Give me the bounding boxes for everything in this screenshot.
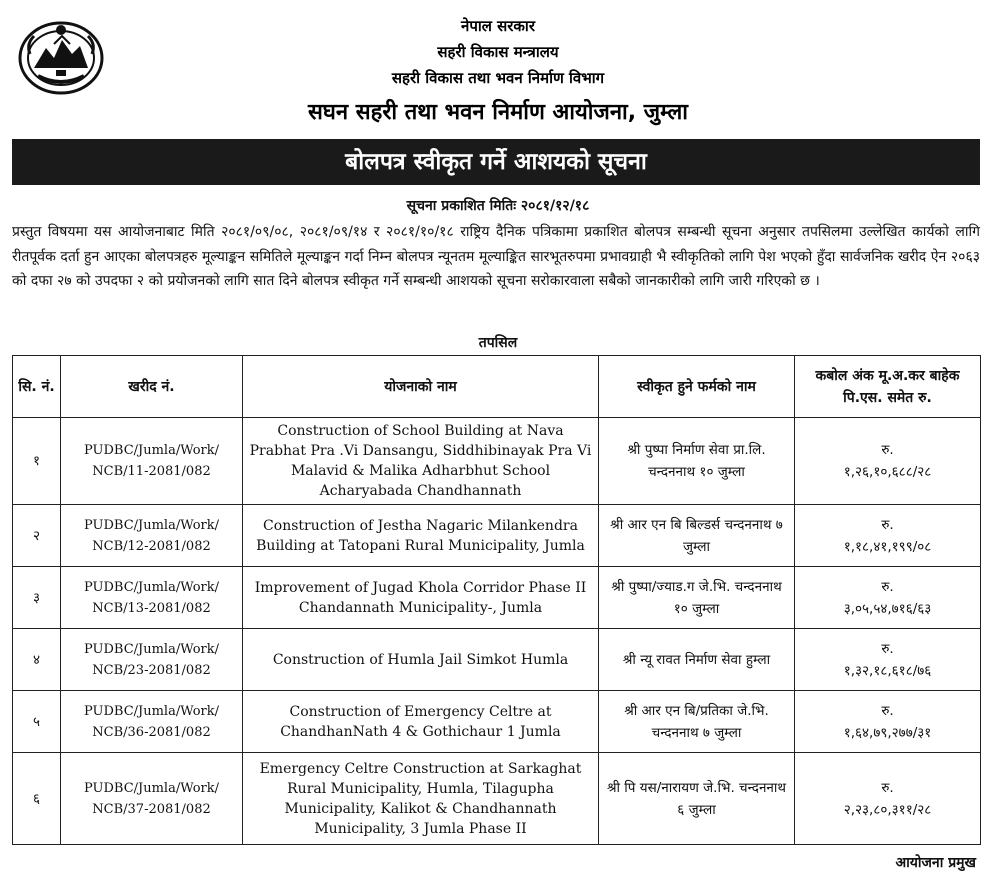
row-bid-amount xyxy=(795,418,981,505)
row-firm-name: श्री पुष्पा निर्माण सेवा प्रा.लि. चन्दननाथ १० जुम्ला xyxy=(599,418,795,505)
row-procurement-no: PUDBC/Jumla/Work/ NCB/37-2081/082 xyxy=(61,753,243,845)
row-project-name: Construction of Jestha Nagaric Milankendra Building at Tatopani Rural Municipality, Jumla xyxy=(243,505,599,567)
row-sn: ६ xyxy=(13,753,61,845)
header-government: नेपाल सरकार xyxy=(461,17,535,35)
row-sn: २ xyxy=(13,505,61,567)
row-project-name: Emergency Celtre Construction at Sarkaghat Rural Municipality, Humla, Tilagupha Municipality, Kalikot & Chandhannath Municipality, 3 Jumla Phase II xyxy=(243,753,599,845)
row-bid-amount xyxy=(795,505,981,567)
amount-currency-label: रु. xyxy=(881,516,894,533)
published-date: सूचना प्रकाशित मितिः २०८१/१२/१८ xyxy=(406,198,590,214)
row-sn: १ xyxy=(13,418,61,505)
row-procurement-no: PUDBC/Jumla/Work/ NCB/23-2081/082 xyxy=(61,629,243,691)
row-firm-name: श्री आर एन बि बिल्डर्स चन्दननाथ ७ जुम्ला xyxy=(599,505,795,567)
row-firm-name: श्री आर एन बि/प्रतिका जे.भि. चन्दननाथ ७ जुम्ला xyxy=(599,691,795,753)
table-row xyxy=(13,505,981,567)
amount-currency-label: रु. xyxy=(881,442,894,458)
table-row xyxy=(13,691,981,753)
amount-currency-label: रु. xyxy=(881,640,894,657)
signature-project-chief: आयोजना प्रमुख xyxy=(895,855,976,871)
row-procurement-no: PUDBC/Jumla/Work/ NCB/13-2081/082 xyxy=(61,567,243,629)
amount-value: १,६४,७९,२७७/३१ xyxy=(843,724,932,741)
amount-currency-label: रु. xyxy=(881,578,894,595)
row-bid-amount xyxy=(795,567,981,629)
row-project-name: Construction of Emergency Celtre at ChandhanNath 4 & Gothichaur 1 Jumla xyxy=(243,691,599,753)
header-ministry: सहरी विकास मन्त्रालय xyxy=(437,43,559,61)
row-procurement-no: PUDBC/Jumla/Work/ NCB/12-2081/082 xyxy=(61,505,243,567)
row-firm-name: श्री न्यू रावत निर्माण सेवा हुम्ला xyxy=(599,629,795,691)
row-firm-name: श्री पुष्पा/ज्याड.ग जे.भि. चन्दननाथ १० जुम्ला xyxy=(599,567,795,629)
table-row xyxy=(13,753,981,845)
header-bid-amount: कबोल अंक मू.अ.कर बाहेक पि.एस. समेत रु. xyxy=(795,356,981,418)
notice-title-banner: बोलपत्र स्वीकृत गर्ने आशयको सूचना xyxy=(12,139,980,185)
header-project-name: योजनाको नाम xyxy=(243,356,599,418)
row-bid-amount xyxy=(795,753,981,845)
table-row xyxy=(13,418,981,505)
amount-value: १,३२,१८,६१८/७६ xyxy=(843,662,932,679)
header-sn: सि. नं. xyxy=(13,356,61,418)
amount-currency-label: रु. xyxy=(881,779,894,796)
table-caption: तपसिल xyxy=(478,335,518,351)
amount-currency-label: रु. xyxy=(881,702,894,719)
table-row xyxy=(13,567,981,629)
amount-value: १,२६,१०,६८८/२८ xyxy=(843,464,932,480)
row-bid-amount xyxy=(795,629,981,691)
row-procurement-no: PUDBC/Jumla/Work/ NCB/11-2081/082 xyxy=(61,418,243,505)
table-header-row xyxy=(13,356,981,418)
row-project-name: Construction of Humla Jail Simkot Humla xyxy=(243,629,599,691)
amount-value: २,२३,८०,३११/२८ xyxy=(843,801,932,818)
notice-body-paragraph: प्रस्तुत विषयमा यस आयोजनाबाट मिति २०८१/०९/०८, २०८१/०९/१४ र २०८१/१०/१८ राष्ट्रिय दैनिक पत्रिकामा प्रकाशित बोलपत्र सम्बन्धी सूचना अनुसार तपसिलमा उल्लेखित कार्यको लागि रीतपूर्वक दर्ता हुन आएका बोलपत्रहरु मूल्याङ्कन समितिले मूल्याङ्कन गर्दा निम्न बोलपत्र न्यूनतम मूल्याङ्कित सारभूतरुपमा प्रभावग्राही भै स्वीकृतिको लागि पेश भएको हुँदा सार्वजनिक खरीद ऐन २०६३ को दफा २७ को उपदफा २ को प्रयोजनको लागि सात दिने बोलपत्र स्वीकृत गर्ने सम्बन्धी आशयको सूचना सरोकारवाला सबैको जानकारीको लागि जारी गरिएको छ । xyxy=(12,224,980,289)
row-sn: ३ xyxy=(13,567,61,629)
header-project-office: सघन सहरी तथा भवन निर्माण आयोजना, जुम्ला xyxy=(308,100,688,125)
row-sn: ५ xyxy=(13,691,61,753)
row-firm-name: श्री पि यस/नारायण जे.भि. चन्दननाथ ६ जुम्ला xyxy=(599,753,795,845)
header-procurement-no: खरीद नं. xyxy=(61,356,243,418)
row-sn: ४ xyxy=(13,629,61,691)
header-department: सहरी विकास तथा भवन निर्माण विभाग xyxy=(391,69,605,87)
row-project-name: Construction of School Building at Nava Prabhat Pra .Vi Dansangu, Siddhibinayak Pra Vi Malavid & Malika Adharbhut School Acharyabada Chandhannath xyxy=(243,418,599,505)
award-table xyxy=(12,355,981,845)
row-bid-amount xyxy=(795,691,981,753)
amount-value: ३,०५,५४,७१६/६३ xyxy=(843,600,932,617)
table-row xyxy=(13,629,981,691)
header-firm-name: स्वीकृत हुने फर्मको नाम xyxy=(599,356,795,418)
amount-value: १,१८,४१,१९९/०८ xyxy=(843,538,932,555)
row-project-name: Improvement of Jugad Khola Corridor Phase II Chandannath Municipality-, Jumla xyxy=(243,567,599,629)
row-procurement-no: PUDBC/Jumla/Work/ NCB/36-2081/082 xyxy=(61,691,243,753)
